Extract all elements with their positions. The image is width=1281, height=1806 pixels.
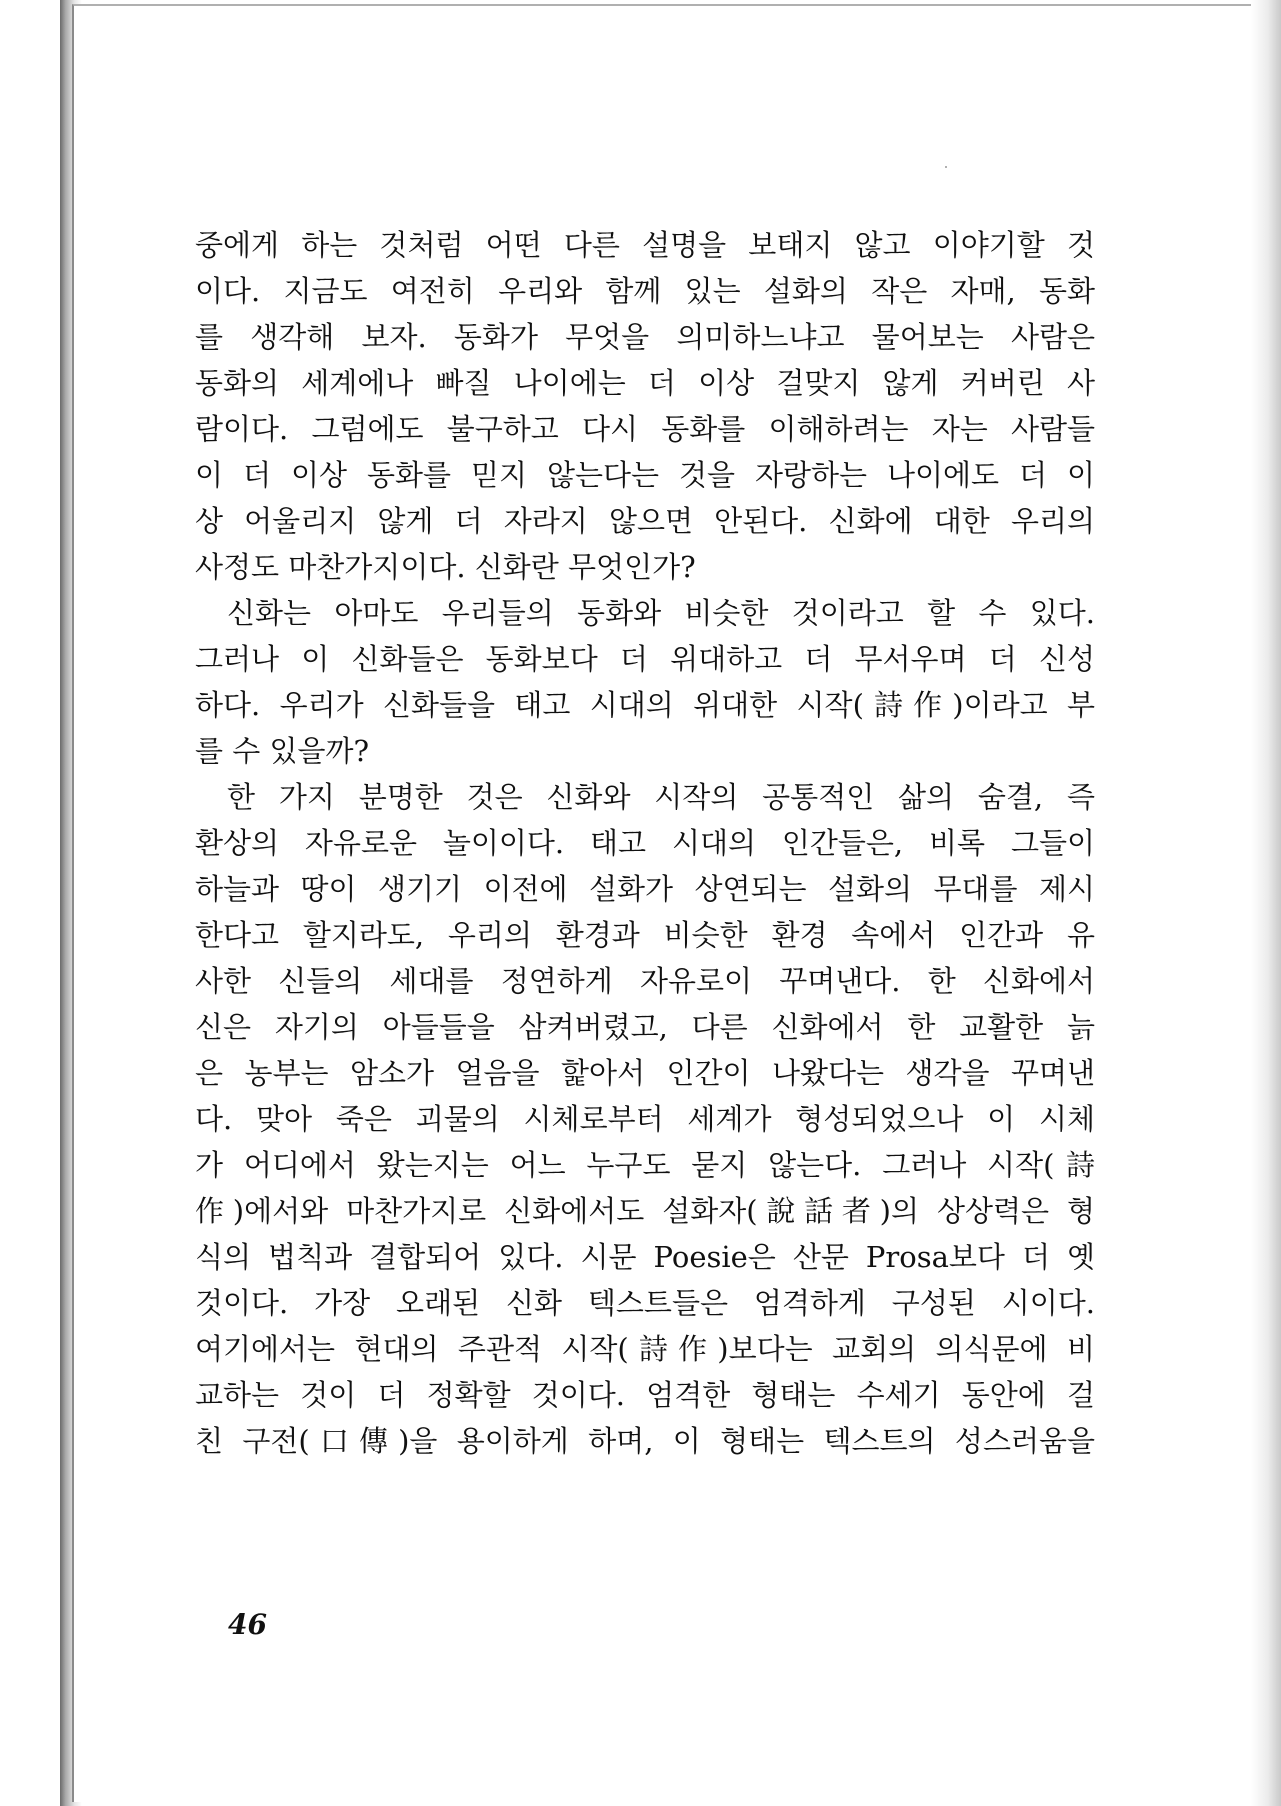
text-line: 교하는 것이 더 정확할 것이다. 엄격한 형태는 수세기 동안에 걸 — [195, 1378, 1095, 1412]
text-line: 이 더 이상 동화를 믿지 않는다는 것을 자랑하는 나이에도 더 이 — [195, 458, 1095, 492]
text-line: 신화는 아마도 우리들의 동화와 비슷한 것이라고 할 수 있다. — [227, 596, 1095, 630]
text-line: 하다. 우리가 신화들을 태고 시대의 위대한 시작(詩作)이라고 부 — [195, 688, 1095, 722]
text-line: 친 구전(口傳)을 용이하게 하며, 이 형태는 텍스트의 성스러움을 — [195, 1424, 1095, 1458]
text-line: 하늘과 땅이 생기기 이전에 설화가 상연되는 설화의 무대를 제시 — [195, 872, 1095, 906]
text-line: 를 수 있을까? — [195, 734, 370, 768]
text-line: 한 가지 분명한 것은 신화와 시작의 공통적인 삶의 숨결, 즉 — [227, 780, 1095, 814]
page-number: 46 — [228, 1608, 267, 1641]
text-line: 신은 자기의 아들들을 삼켜버렸고, 다른 신화에서 한 교활한 늙 — [195, 1010, 1095, 1044]
text-line: 여기에서는 현대의 주관적 시작(詩作)보다는 교회의 의식문에 비 — [195, 1332, 1095, 1366]
text-line: 를 생각해 보자. 동화가 무엇을 의미하느냐고 물어보는 사람은 — [195, 320, 1095, 354]
body-text — [195, 222, 1095, 1464]
text-line: 것이다. 가장 오래된 신화 텍스트들은 엄격하게 구성된 시이다. — [195, 1286, 1095, 1320]
paper-speck — [945, 166, 947, 168]
text-line: 사정도 마찬가지이다. 신화란 무엇인가? — [195, 550, 696, 584]
text-line: 동화의 세계에나 빠질 나이에는 더 이상 걸맞지 않게 커버린 사 — [195, 366, 1095, 400]
text-line: 이다. 지금도 여전히 우리와 함께 있는 설화의 작은 자매, 동화 — [195, 274, 1095, 308]
text-line: 은 농부는 암소가 얼음을 핥아서 인간이 나왔다는 생각을 꾸며낸 — [195, 1056, 1095, 1090]
page-right-edge-shadow — [1251, 0, 1281, 1806]
text-line: 作)에서와 마찬가지로 신화에서도 설화자(說話者)의 상상력은 형 — [195, 1194, 1095, 1228]
text-line: 다. 맞아 죽은 괴물의 시체로부터 세계가 형성되었으나 이 시체 — [195, 1102, 1095, 1136]
text-line: 사한 신들의 세대를 정연하게 자유로이 꾸며낸다. 한 신화에서 — [195, 964, 1095, 998]
text-line: 중에게 하는 것처럼 어떤 다른 설명을 보태지 않고 이야기할 것 — [195, 228, 1095, 262]
text-line: 그러나 이 신화들은 동화보다 더 위대하고 더 무서우며 더 신성 — [195, 642, 1095, 676]
text-line: 식의 법칙과 결합되어 있다. 시문 Poesie은 산문 Prosa보다 더 옛 — [195, 1240, 1095, 1274]
text-line: 한다고 할지라도, 우리의 환경과 비슷한 환경 속에서 인간과 유 — [195, 918, 1095, 952]
text-line: 가 어디에서 왔는지는 어느 누구도 묻지 않는다. 그러나 시작(詩 — [195, 1148, 1095, 1182]
text-line: 람이다. 그럼에도 불구하고 다시 동화를 이해하려는 자는 사람들 — [195, 412, 1095, 446]
text-line: 상 어울리지 않게 더 자라지 않으면 안된다. 신화에 대한 우리의 — [195, 504, 1095, 538]
text-line: 환상의 자유로운 놀이이다. 태고 시대의 인간들은, 비록 그들이 — [195, 826, 1095, 860]
